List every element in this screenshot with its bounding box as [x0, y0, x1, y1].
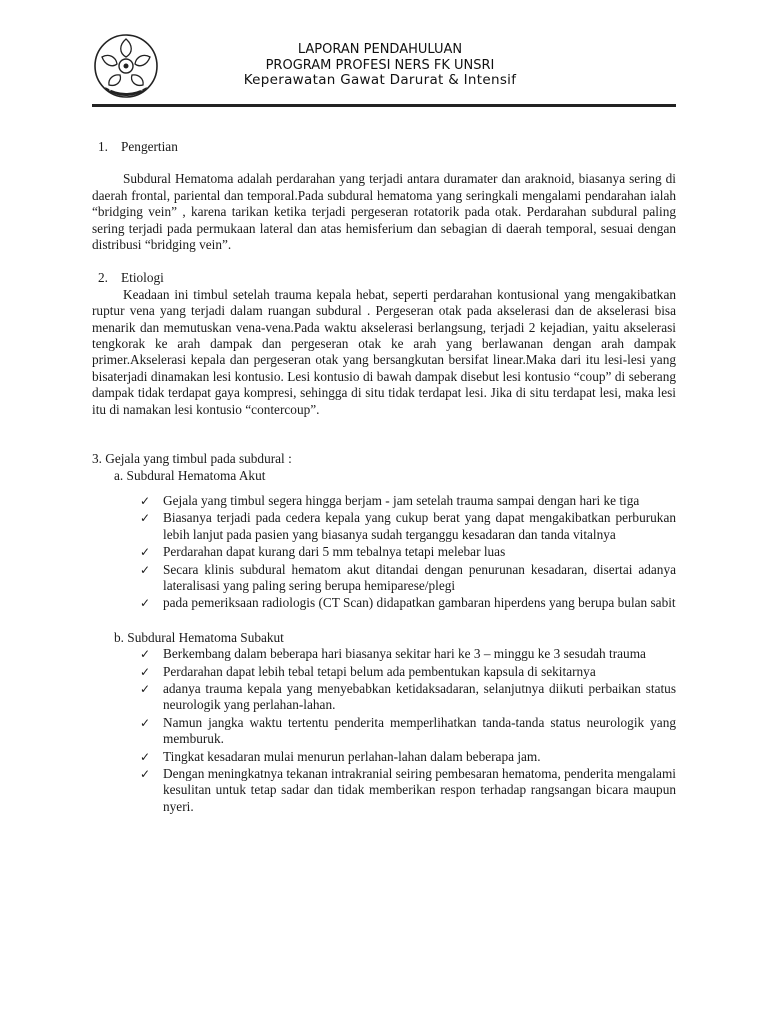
checkmark-icon: ✓ — [140, 545, 151, 560]
section-1-number: 1. — [98, 139, 108, 154]
university-seal-logo — [93, 33, 159, 99]
header-title: LAPORAN PENDAHULUAN — [297, 42, 463, 57]
list-item: ✓ Biasanya terjadi pada cedera kepala yang cukup berat yang dapat mengakibatkan perburukan lebih lanjut pada pasien yang biasanya sudah terganggu kesadaran dan tanda vitalnya — [140, 510, 676, 542]
checkmark-icon: ✓ — [140, 511, 151, 526]
section-3-heading: 3. Gejala yang timbul pada subdural : — [92, 451, 292, 467]
list-item: ✓ Berkembang dalam beberapa hari biasanya sekitar hari ke 3 – minggu ke 3 sesudah trauma — [140, 646, 646, 662]
checkmark-icon: ✓ — [140, 664, 151, 679]
header-department: Keperawatan Gawat Darurat & Intensif — [243, 72, 517, 88]
subsection-b-list — [92, 646, 676, 815]
section-1-heading — [98, 139, 676, 155]
section-1-paragraph: Subdural Hematoma adalah perdarahan yang terjadi antara duramater dan araknoid, biasanya sering di daerah frontal, pariental dan temporal.Pada subdural hematoma yang seringkali mengalami pendarahan ialah “bridging vein” , karena tarikan ketika terjadi pergeseran rotatorik pada otak. Perdarahan subdural paling sering terjadi pada permukaan lateral dan atas hemisferium dan sebagian di daerah temporal, sesuai dengan distribusi “bridging vein”. — [92, 171, 676, 253]
checkmark-icon: ✓ — [140, 493, 151, 508]
section-2-paragraph: Keadaan ini timbul setelah trauma kepala hebat, seperti perdarahan kontusional yang mengakibatkan ruptur vena yang terjadi dalam ruangan subdural . Pergeseran otak pada akselerasi dan de akselerasi bisa menarik dan memutuskan vena-vena.Pada waktu akselerasi berlangsung, terjadi 2 kejadian, yaitu akselerasi tengkorak ke arah dampak dan pergeseran otak ke arah yang berlawanan dengan arah dampak primer.Akselerasi kepala dan pergeseran otak yang bersangkutan bersifat linear.Maka dari itu lesi-lesi yang bisaterjadi dinamakan lesi kontusio. Lesi kontusio di bawah dampak disebut lesi kontusio “coup” di seberang dampak tidak terdapat gaya kompresi, sehingga di situ tidak terdapat lesi. Jika di situ terdapat lesi, maka lesi itu di namakan lesi kontusio “contercoup”. — [92, 286, 676, 417]
list-item: ✓ Namun jangka waktu tertentu penderita memperlihatkan tanda-tanda status neurologik yang memburuk. — [140, 714, 676, 747]
checkmark-icon: ✓ — [140, 562, 151, 577]
list-item: ✓ Secara klinis subdural hematom akut ditandai dengan penurunan kesadaran, disertai adanya lateralisasi yang paling sering berupa hemiparese/plegi — [140, 561, 676, 593]
subsection-b-title: b. Subdural Hematoma Subakut — [114, 629, 284, 645]
list-item: ✓ adanya trauma kepala yang menyebabkan ketidaksadaran, selanjutnya diikuti perbaikan status neurologik yang perlahan-lahan. — [140, 680, 676, 713]
document-body — [92, 139, 676, 816]
checkmark-icon: ✓ — [140, 767, 151, 781]
checkmark-icon: ✓ — [140, 596, 151, 611]
document-header — [160, 42, 600, 89]
header-divider — [92, 104, 676, 107]
checkmark-icon: ✓ — [140, 715, 151, 730]
checkmark-icon: ✓ — [140, 749, 151, 764]
checkmark-icon: ✓ — [140, 681, 151, 696]
list-item: ✓ pada pemeriksaan radiologis (CT Scan) didapatkan gambaran hiperdens yang berupa bulan sabit — [140, 595, 676, 611]
checkmark-icon: ✓ — [140, 647, 151, 662]
list-item: ✓ Dengan meningkatnya tekanan intrakranial seiring pembesaran hematoma, penderita mengalami kesulitan untuk tetap sadar dan tidak memberikan respon terhadap rangsangan bicara maupun nyeri. — [140, 766, 676, 814]
subsection-a-list — [92, 493, 676, 612]
list-item: ✓ Tingkat kesadaran mulai menurun perlahan-lahan dalam beberapa jam. — [140, 748, 541, 764]
subsection-a-title: a. Subdural Hematoma Akut — [114, 467, 266, 483]
list-item: ✓ Gejala yang timbul segera hingga berjam - jam setelah trauma sampai dengan hari ke tiga — [140, 492, 640, 508]
header-program: PROGRAM PROFESI NERS FK UNSRI — [265, 57, 495, 73]
list-item: ✓ Perdarahan dapat kurang dari 5 mm tebalnya tetapi melebar luas — [140, 544, 506, 560]
list-item: ✓ Perdarahan dapat lebih tebal tetapi belum ada pembentukan kapsula di sekitarnya — [140, 663, 596, 679]
section-2-number: 2. — [98, 270, 108, 286]
section-1-title: Pengertian — [121, 139, 178, 154]
section-2-heading — [98, 270, 676, 286]
section-2-title: Etiologi — [121, 270, 164, 286]
